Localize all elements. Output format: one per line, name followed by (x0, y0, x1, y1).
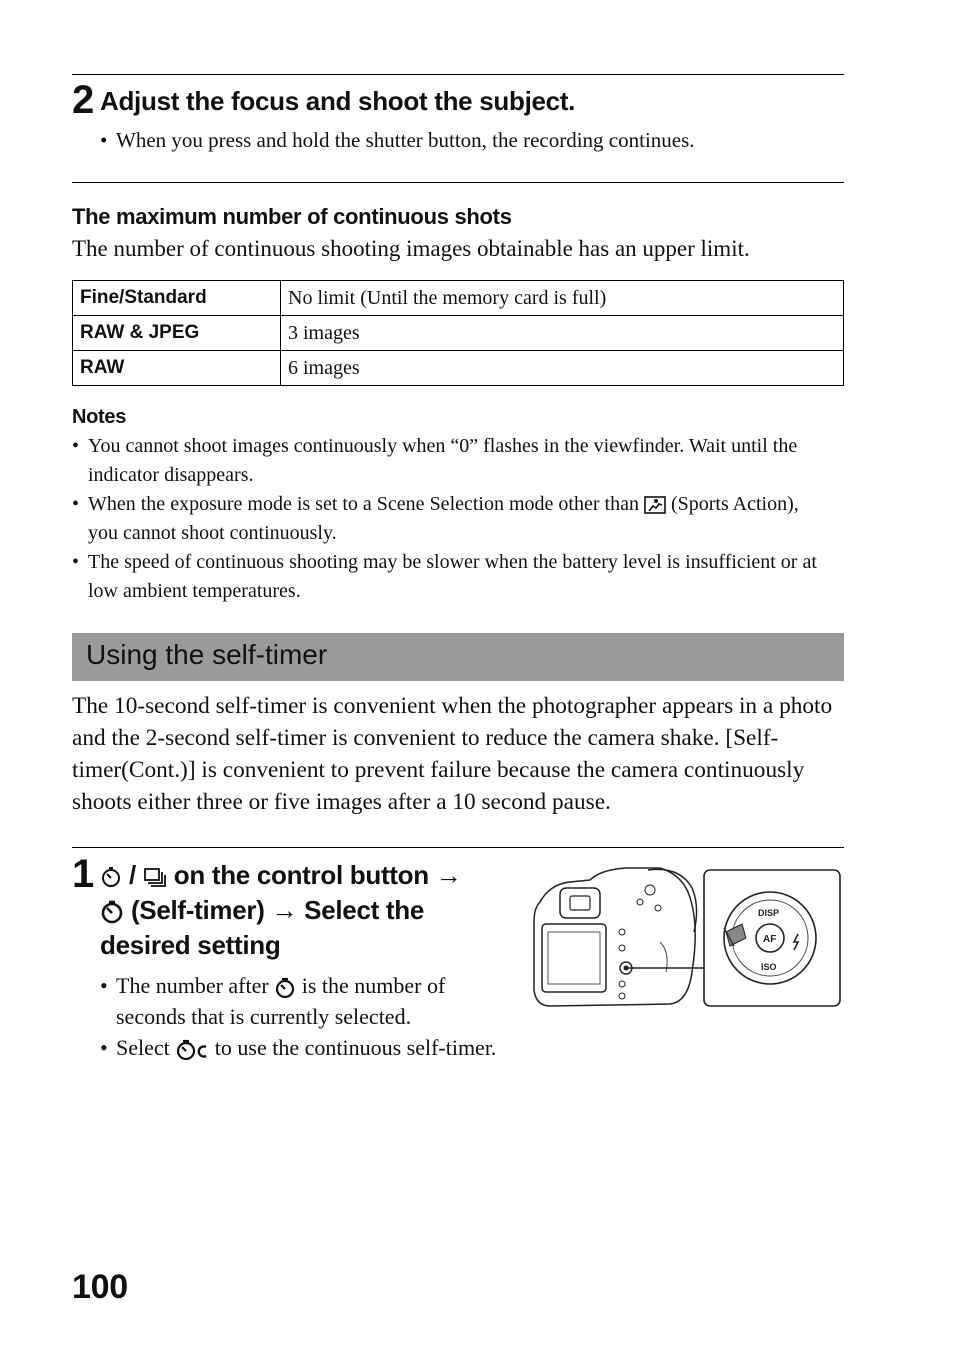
note-text: When the exposure mode is set to a Scene Selection mode other than (88, 493, 639, 515)
table-row (73, 351, 844, 386)
page-number: 100 (72, 1268, 128, 1306)
note-text: The speed of continuous shooting may be slower when the battery level is insufficient or at low ambient temperatures. (88, 551, 817, 602)
table-cell-label: RAW (73, 351, 281, 386)
note-item (72, 490, 832, 548)
bullet-text: The number after (116, 973, 269, 998)
section-title: Using the self-timer (86, 639, 328, 670)
step-title (100, 858, 500, 963)
dial-label-af: AF (763, 934, 777, 945)
section-header (72, 633, 844, 681)
arrow-text: → (435, 860, 462, 890)
table-cell-label: RAW & JPEG (73, 316, 281, 351)
step1-rule (72, 847, 844, 848)
table-cell-value: 3 images (281, 316, 844, 351)
intro-text: The number of continuous shooting images obtainable has an upper limit. (72, 236, 750, 261)
limit-table (72, 280, 844, 386)
table-row (73, 316, 844, 351)
notes-heading: Notes (72, 406, 127, 428)
step-text: Select the desired setting (100, 895, 424, 960)
step-bullet (100, 128, 856, 153)
camera-illustration (530, 862, 844, 1012)
step-bullet (100, 1032, 500, 1063)
limit-table-wrap (72, 280, 844, 386)
sports-action-icon (644, 496, 666, 514)
drive-mode-icon (143, 867, 167, 887)
note-item (72, 432, 832, 490)
note-text: (Sports Action), you cannot shoot continuously. (88, 493, 799, 544)
table-cell-value: 6 images (281, 351, 844, 386)
subheading: The maximum number of continuous shots (72, 204, 512, 229)
note-text: You cannot shoot images continuously when “0” flashes in the viewfinder. Wait until the indicator disappears. (88, 435, 798, 486)
bullet-text: Select (116, 1035, 170, 1060)
bullet-text: to use the continuous self-timer. (214, 1035, 497, 1060)
dial-label-iso: ISO (761, 962, 777, 972)
arrow-text: → (271, 895, 298, 925)
bullet-text: is the number of seconds that is currently selected. (116, 973, 446, 1029)
step-number: 1 (72, 852, 95, 896)
dial-label-disp: DISP (758, 908, 780, 918)
note-item (72, 548, 832, 606)
self-timer-icon (100, 866, 122, 888)
step-number: 2 (72, 78, 95, 122)
self-timer-icon (100, 900, 124, 924)
step-bullet (100, 970, 500, 1032)
step-text: (Self-timer) (130, 895, 265, 925)
top-rule (72, 74, 844, 75)
section-body: The 10-second self-timer is convenient when the photographer appears in a photo and the 2-second self-timer is convenient to reduce the camera shake. [Self-timer(Cont.)] is convenient to prevent failure because the camera continuously shoots either three or five images after a 10 second pause. (72, 693, 833, 815)
self-timer-continuous-icon (175, 1039, 209, 1061)
self-timer-icon (274, 977, 296, 999)
step1-bullets (100, 970, 500, 1063)
table-cell-value: No limit (Until the memory card is full) (281, 281, 844, 316)
notes-list (72, 432, 832, 606)
step-text: on the control button (173, 860, 429, 890)
step-title: Adjust the focus and shoot the subject. (100, 86, 576, 116)
table-cell-label: Fine/Standard (73, 281, 281, 316)
table-row (73, 281, 844, 316)
slash-text: / (128, 860, 136, 890)
step-bullet-text: When you press and hold the shutter button, the recording continues. (116, 128, 695, 152)
section-rule (72, 182, 844, 183)
